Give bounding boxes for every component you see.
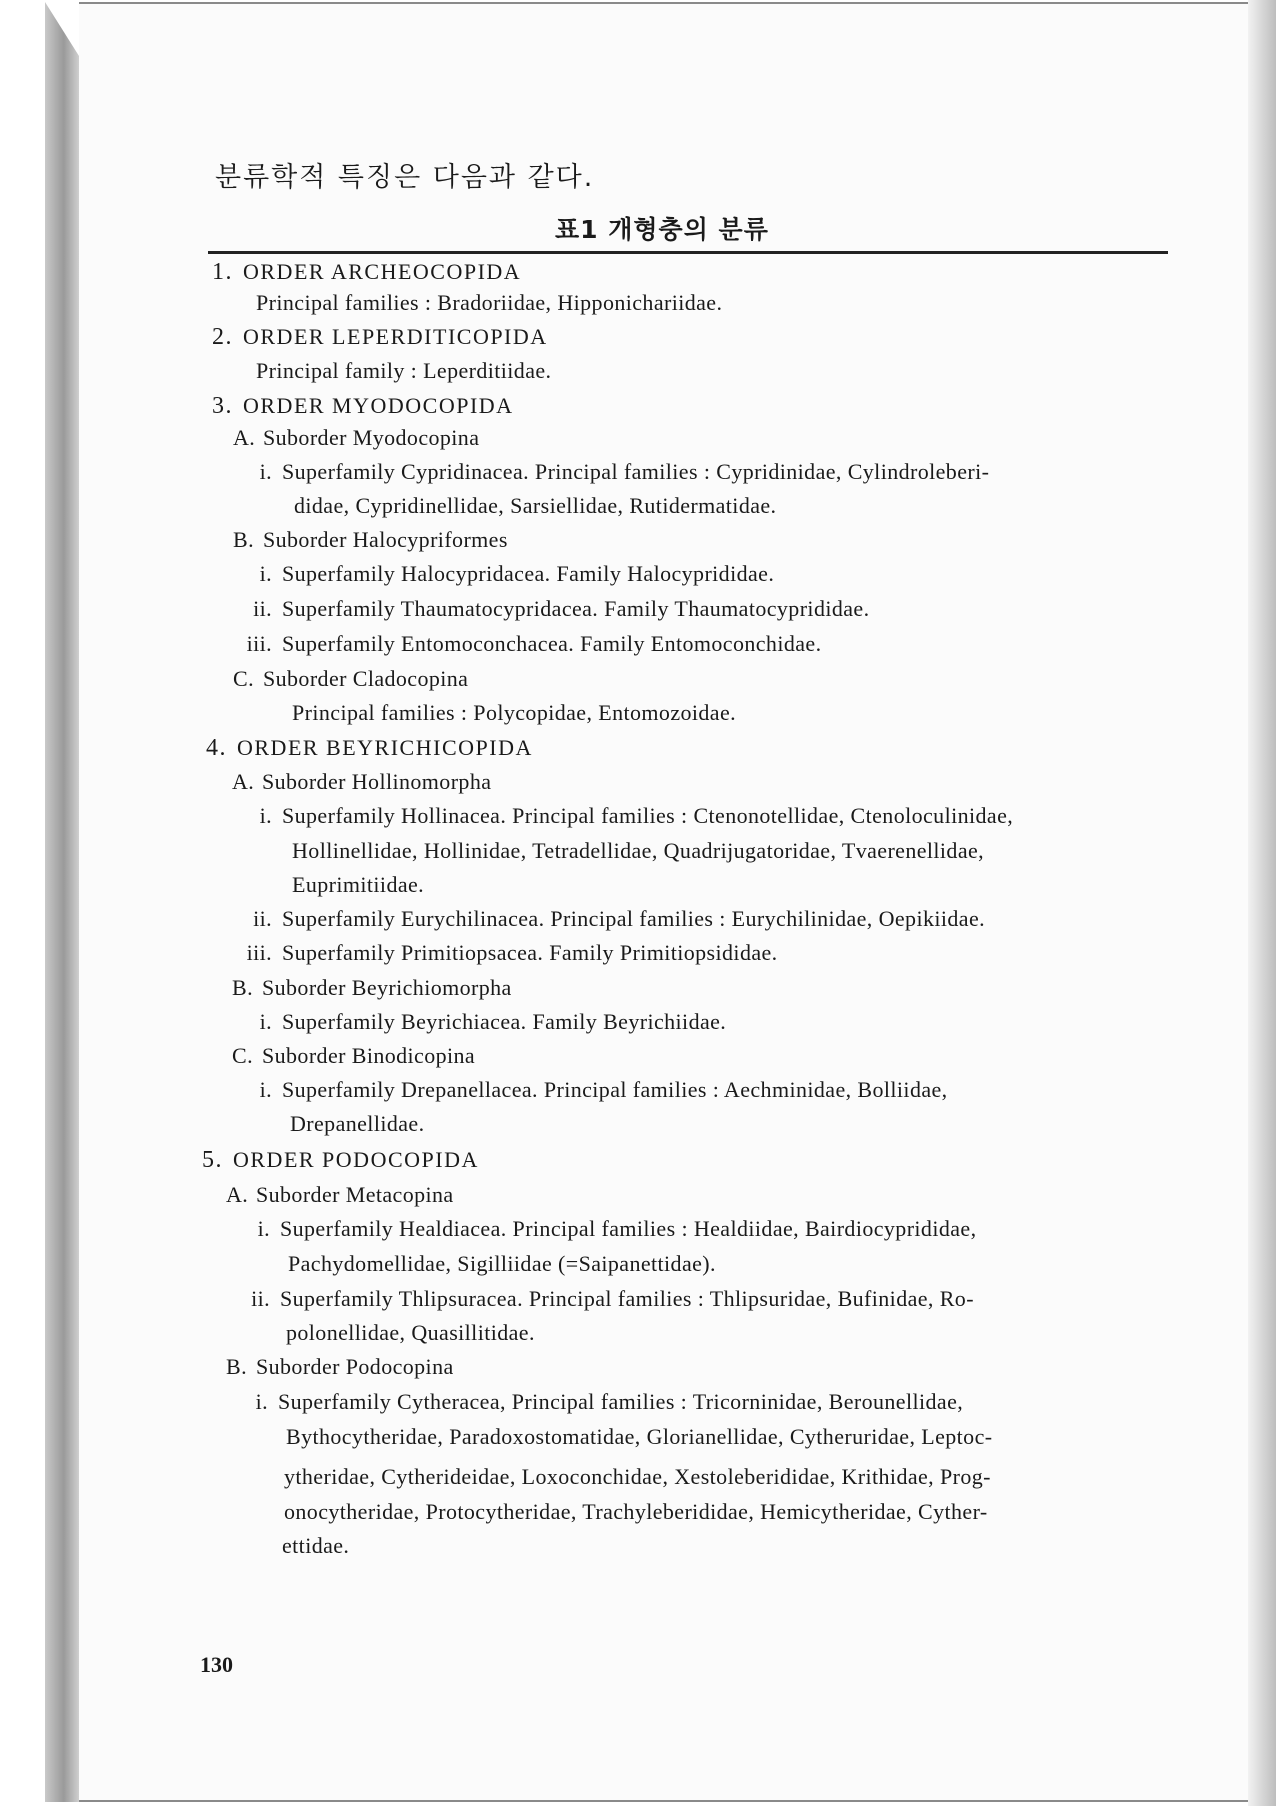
suborder-line	[232, 769, 491, 795]
order-title: ORDER LEPERDITICOPIDA	[243, 324, 548, 349]
superfamily-marker: ii.	[253, 906, 272, 931]
superfamily-marker: ii.	[253, 596, 272, 621]
suborder-marker: A.	[226, 1182, 249, 1207]
suborder-marker: C.	[232, 1043, 253, 1068]
continuation-line: onocytheridae, Protocytheridae, Trachyleberididae, Hemicytheridae, Cyther-	[284, 1499, 988, 1524]
suborder-marker: A.	[233, 425, 256, 450]
superfamily-text: Superfamily Drepanellacea. Principal families : Aechminidae, Bolliidae,	[282, 1077, 948, 1102]
suborder-text: Suborder Beyrichiomorpha	[262, 975, 512, 1000]
suborder-marker: B.	[226, 1354, 247, 1379]
superfamily-text: Superfamily Thlipsuracea. Principal families : Thlipsuridae, Bufinidae, Ro-	[280, 1286, 974, 1311]
superfamily-text: Superfamily Cypridinacea. Principal families : Cypridinidae, Cylindroleberi-	[282, 459, 990, 484]
suborder-line	[232, 975, 512, 1001]
superfamily-text: Superfamily Eurychilinacea. Principal families : Eurychilinidae, Oepikiidae.	[282, 906, 986, 931]
suborder-text: Suborder Binodicopina	[262, 1043, 476, 1068]
order-heading	[212, 393, 514, 420]
superfamily-text: Superfamily Thaumatocypridacea. Family Thaumatocyprididae.	[282, 596, 870, 621]
continuation-line: ytheridae, Cytherideidae, Loxoconchidae, Xestoleberididae, Krithidae, Prog-	[284, 1464, 991, 1489]
superfamily-line	[238, 1216, 976, 1242]
table-rule	[208, 251, 1168, 254]
suborder-marker: B.	[233, 527, 254, 552]
suborder-text: Suborder Hollinomorpha	[262, 769, 492, 794]
superfamily-marker: i.	[259, 459, 272, 484]
page-edge-shadow	[1248, 0, 1276, 1806]
superfamily-marker: i.	[259, 1077, 272, 1102]
suborder-line	[226, 1354, 454, 1380]
suborder-marker: C.	[233, 666, 254, 691]
superfamily-marker: i.	[259, 561, 272, 586]
family-line: Principal families : Bradoriidae, Hipponichariidae.	[256, 290, 723, 315]
superfamily-line	[240, 561, 774, 587]
family-line: Principal family : Leperditiidae.	[256, 358, 552, 383]
suborder-line	[233, 666, 468, 692]
intro-sentence: 분류학적 특징은 다음과 같다.	[215, 162, 595, 193]
suborder-text: Suborder Halocypriformes	[263, 527, 508, 552]
order-number: 5.	[202, 1147, 223, 1173]
superfamily-marker: iii.	[246, 940, 272, 965]
superfamily-marker: i.	[255, 1389, 268, 1414]
continuation-line: Drepanellidae.	[290, 1111, 425, 1136]
superfamily-line	[240, 803, 1013, 829]
superfamily-marker: i.	[257, 1216, 270, 1241]
superfamily-line	[240, 1077, 948, 1103]
superfamily-line	[240, 1009, 726, 1035]
page-number: 130	[200, 1652, 233, 1677]
superfamily-text: Superfamily Beyrichiacea. Family Beyrichiidae.	[282, 1009, 727, 1034]
order-number: 3.	[212, 393, 233, 419]
superfamily-line	[240, 940, 778, 966]
order-title: ORDER BEYRICHICOPIDA	[237, 735, 533, 760]
suborder-text: Suborder Metacopina	[256, 1182, 454, 1207]
order-number: 4.	[206, 735, 227, 761]
superfamily-text: Superfamily Entomoconchacea. Family Entomoconchidae.	[282, 631, 822, 656]
order-number: 2.	[212, 324, 233, 350]
superfamily-text: Superfamily Cytheracea, Principal families : Tricorninidae, Berounellidae,	[278, 1389, 964, 1414]
suborder-line	[226, 1182, 454, 1208]
continuation-line: Euprimitiidae.	[292, 872, 425, 897]
order-heading	[202, 1147, 479, 1174]
order-number: 1.	[212, 259, 233, 285]
superfamily-marker: iii.	[246, 631, 272, 656]
order-title: ORDER PODOCOPIDA	[233, 1147, 479, 1172]
book-spine-edge	[45, 2, 79, 1802]
order-heading	[212, 259, 521, 286]
continuation-line: Pachydomellidae, Sigilliidae (=Saipanettidae).	[288, 1251, 716, 1276]
superfamily-marker: i.	[259, 1009, 272, 1034]
superfamily-text: Superfamily Healdiacea. Principal families : Healdiidae, Bairdiocyprididae,	[280, 1216, 977, 1241]
suborder-line	[233, 527, 508, 553]
superfamily-line	[240, 459, 989, 485]
order-title: ORDER ARCHEOCOPIDA	[243, 259, 522, 284]
order-heading	[206, 735, 533, 762]
superfamily-text: Superfamily Primitiopsacea. Family Primitiopsididae.	[282, 940, 778, 965]
suborder-text: Suborder Myodocopina	[263, 425, 480, 450]
continuation-line: didae, Cypridinellidae, Sarsiellidae, Rutidermatidae.	[294, 493, 777, 518]
suborder-line	[232, 1043, 475, 1069]
superfamily-line	[236, 1389, 963, 1415]
suborder-marker: B.	[232, 975, 253, 1000]
suborder-text: Suborder Podocopina	[256, 1354, 454, 1379]
superfamily-line	[238, 1286, 974, 1312]
order-title: ORDER MYODOCOPIDA	[243, 393, 514, 418]
suborder-text: Suborder Cladocopina	[263, 666, 469, 691]
suborder-line	[233, 425, 479, 451]
superfamily-line	[240, 596, 870, 622]
superfamily-line	[240, 631, 821, 657]
continuation-line: ettidae.	[282, 1533, 350, 1558]
suborder-marker: A.	[232, 769, 255, 794]
superfamily-line	[240, 906, 985, 932]
superfamily-marker: i.	[259, 803, 272, 828]
family-line: Principal families : Polycopidae, Entomozoidae.	[292, 700, 737, 725]
continuation-line: Hollinellidae, Hollinidae, Tetradellidae, Quadrijugatoridae, Tvaerenellidae,	[292, 838, 985, 863]
continuation-line: Bythocytheridae, Paradoxostomatidae, Glorianellidae, Cytheruridae, Leptoc-	[286, 1424, 993, 1449]
order-heading	[212, 324, 548, 351]
superfamily-text: Superfamily Hollinacea. Principal families : Ctenonotellidae, Ctenoloculinidae,	[282, 803, 1014, 828]
table-title: 표1 개형충의 분류	[555, 215, 769, 244]
superfamily-marker: ii.	[251, 1286, 270, 1311]
superfamily-text: Superfamily Halocypridacea. Family Halocyprididae.	[282, 561, 775, 586]
continuation-line: polonellidae, Quasillitidae.	[286, 1320, 535, 1345]
